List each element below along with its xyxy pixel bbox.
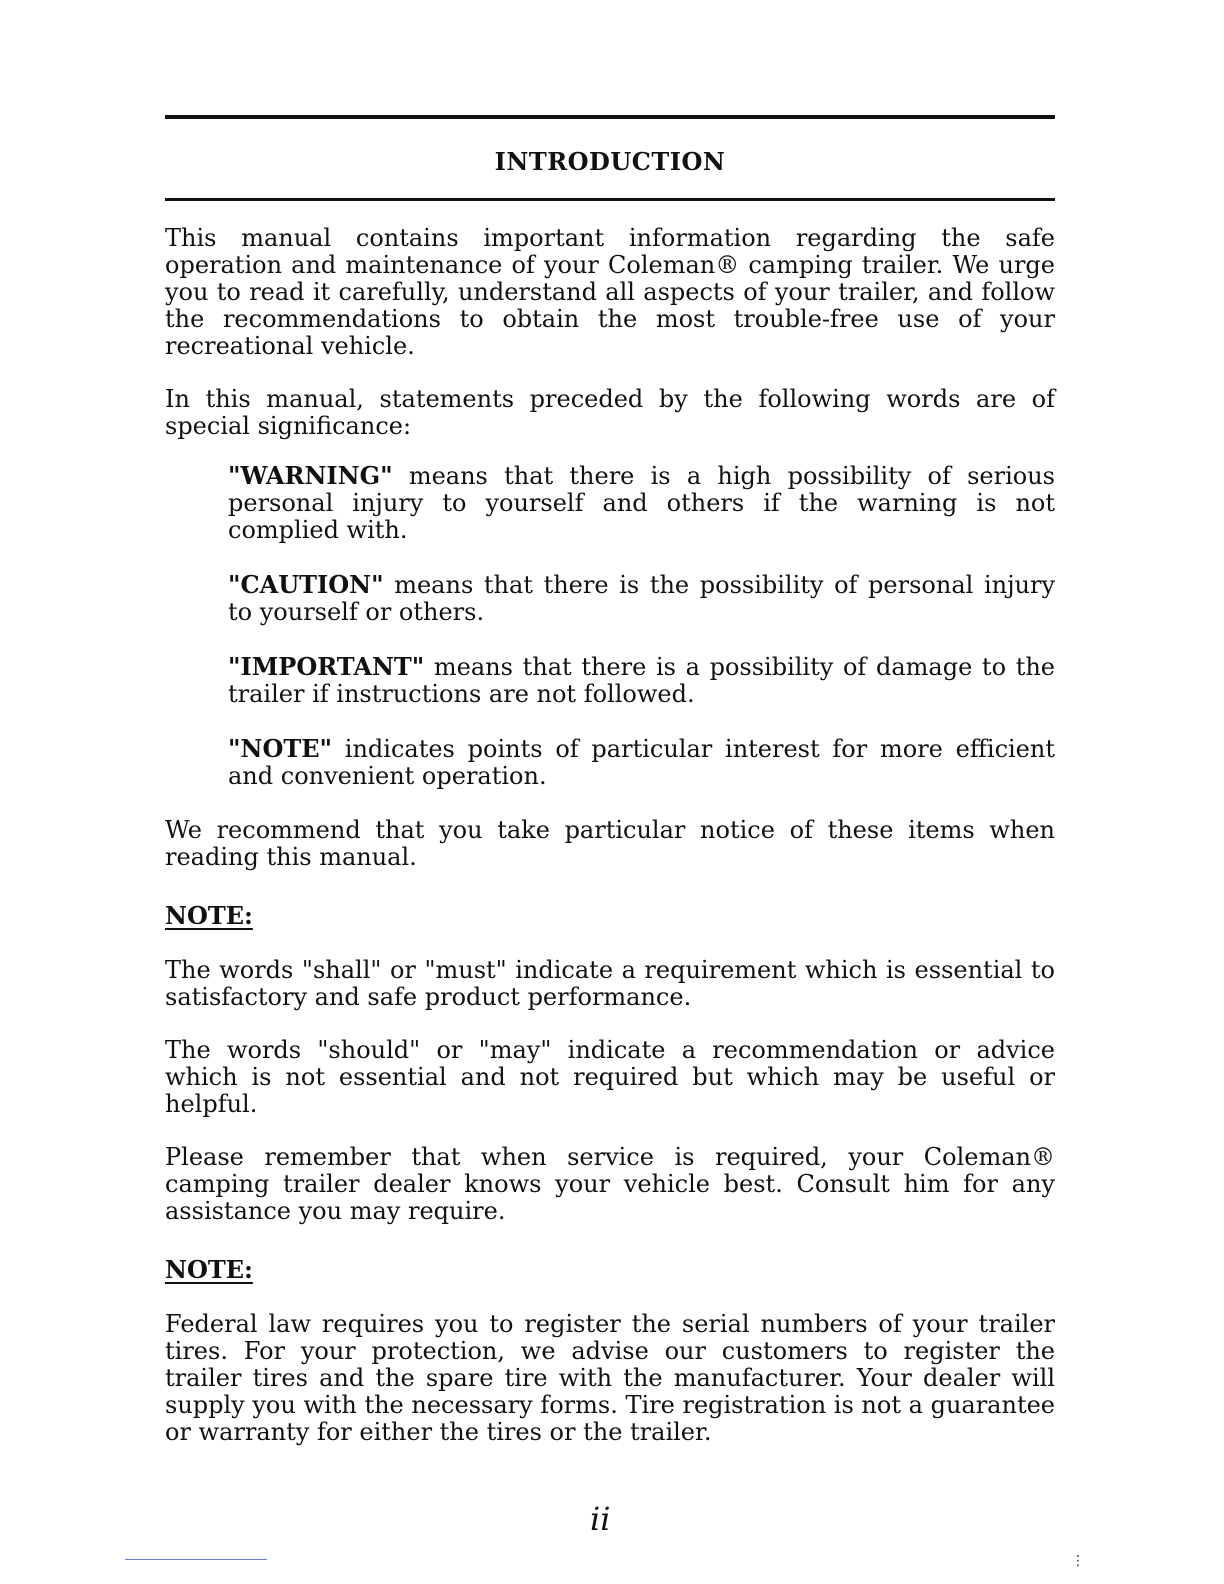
shall-paragraph: The words "shall" or "must" indicate a requirement which is essential to satisfactory and safe product performance. [165,956,1055,1011]
note-heading-1: NOTE: [165,901,253,930]
definition-caution-text: means that there is the possibility of personal injury to yourself or others. [228,571,1055,626]
definition-note [228,735,1055,790]
definition-caution [228,571,1055,626]
definition-warning-text: means that there is a high possibility of serious personal injury to yourself and others if the warning is not complied with. [228,462,1055,544]
top-rule [165,115,1055,119]
should-paragraph: The words "should" or "may" indicate a recommendation or advice which is not essential and not required but which may be useful or helpful. [165,1036,1055,1118]
page-number: ii [590,1500,611,1538]
definition-warning [228,462,1055,544]
intro-paragraph: This manual contains important information regarding the safe operation and maintenance of your Coleman® camping trailer. We urge you to read it carefully, understand all aspects of your trailer, and follow the recommendations to obtain the most trouble-free use of your recreational vehicle. [165,224,1055,360]
page-title: INTRODUCTION [494,147,726,176]
definition-important [228,653,1055,708]
note-heading-2: NOTE: [165,1255,253,1284]
federal-paragraph: Federal law requires you to register the serial numbers of your trailer tires. For your protection, we advise our customers to register the trailer tires and the spare tire with the manufacturer. Your dealer will supply you with the necessary forms. Tire registration is not a guarantee or warranty for either the tires or the trailer. [165,1310,1055,1446]
title-rule [165,198,1055,201]
service-paragraph: Please remember that when service is required, your Coleman® camping trailer dealer knows your vehicle best. Consult him for any assistance you may require. [165,1143,1055,1225]
recommend-paragraph: We recommend that you take particular notice of these items when reading this manual. [165,816,1055,871]
significance-paragraph: In this manual, statements preceded by the following words are of special significance: [165,385,1055,440]
term-caution: "CAUTION" [228,570,384,599]
definition-note-text: indicates points of particular interest for more efficient and convenient operation. [228,735,1055,790]
corner-mark: ⋮ [1071,1553,1085,1569]
manual-page [165,115,1055,1472]
term-important: "IMPORTANT" [228,652,425,681]
term-note: "NOTE" [228,734,333,763]
footer-line [125,1559,267,1560]
definition-important-text: means that there is a possibility of damage to the trailer if instructions are not followed. [228,653,1055,708]
term-warning: "WARNING" [228,461,393,490]
